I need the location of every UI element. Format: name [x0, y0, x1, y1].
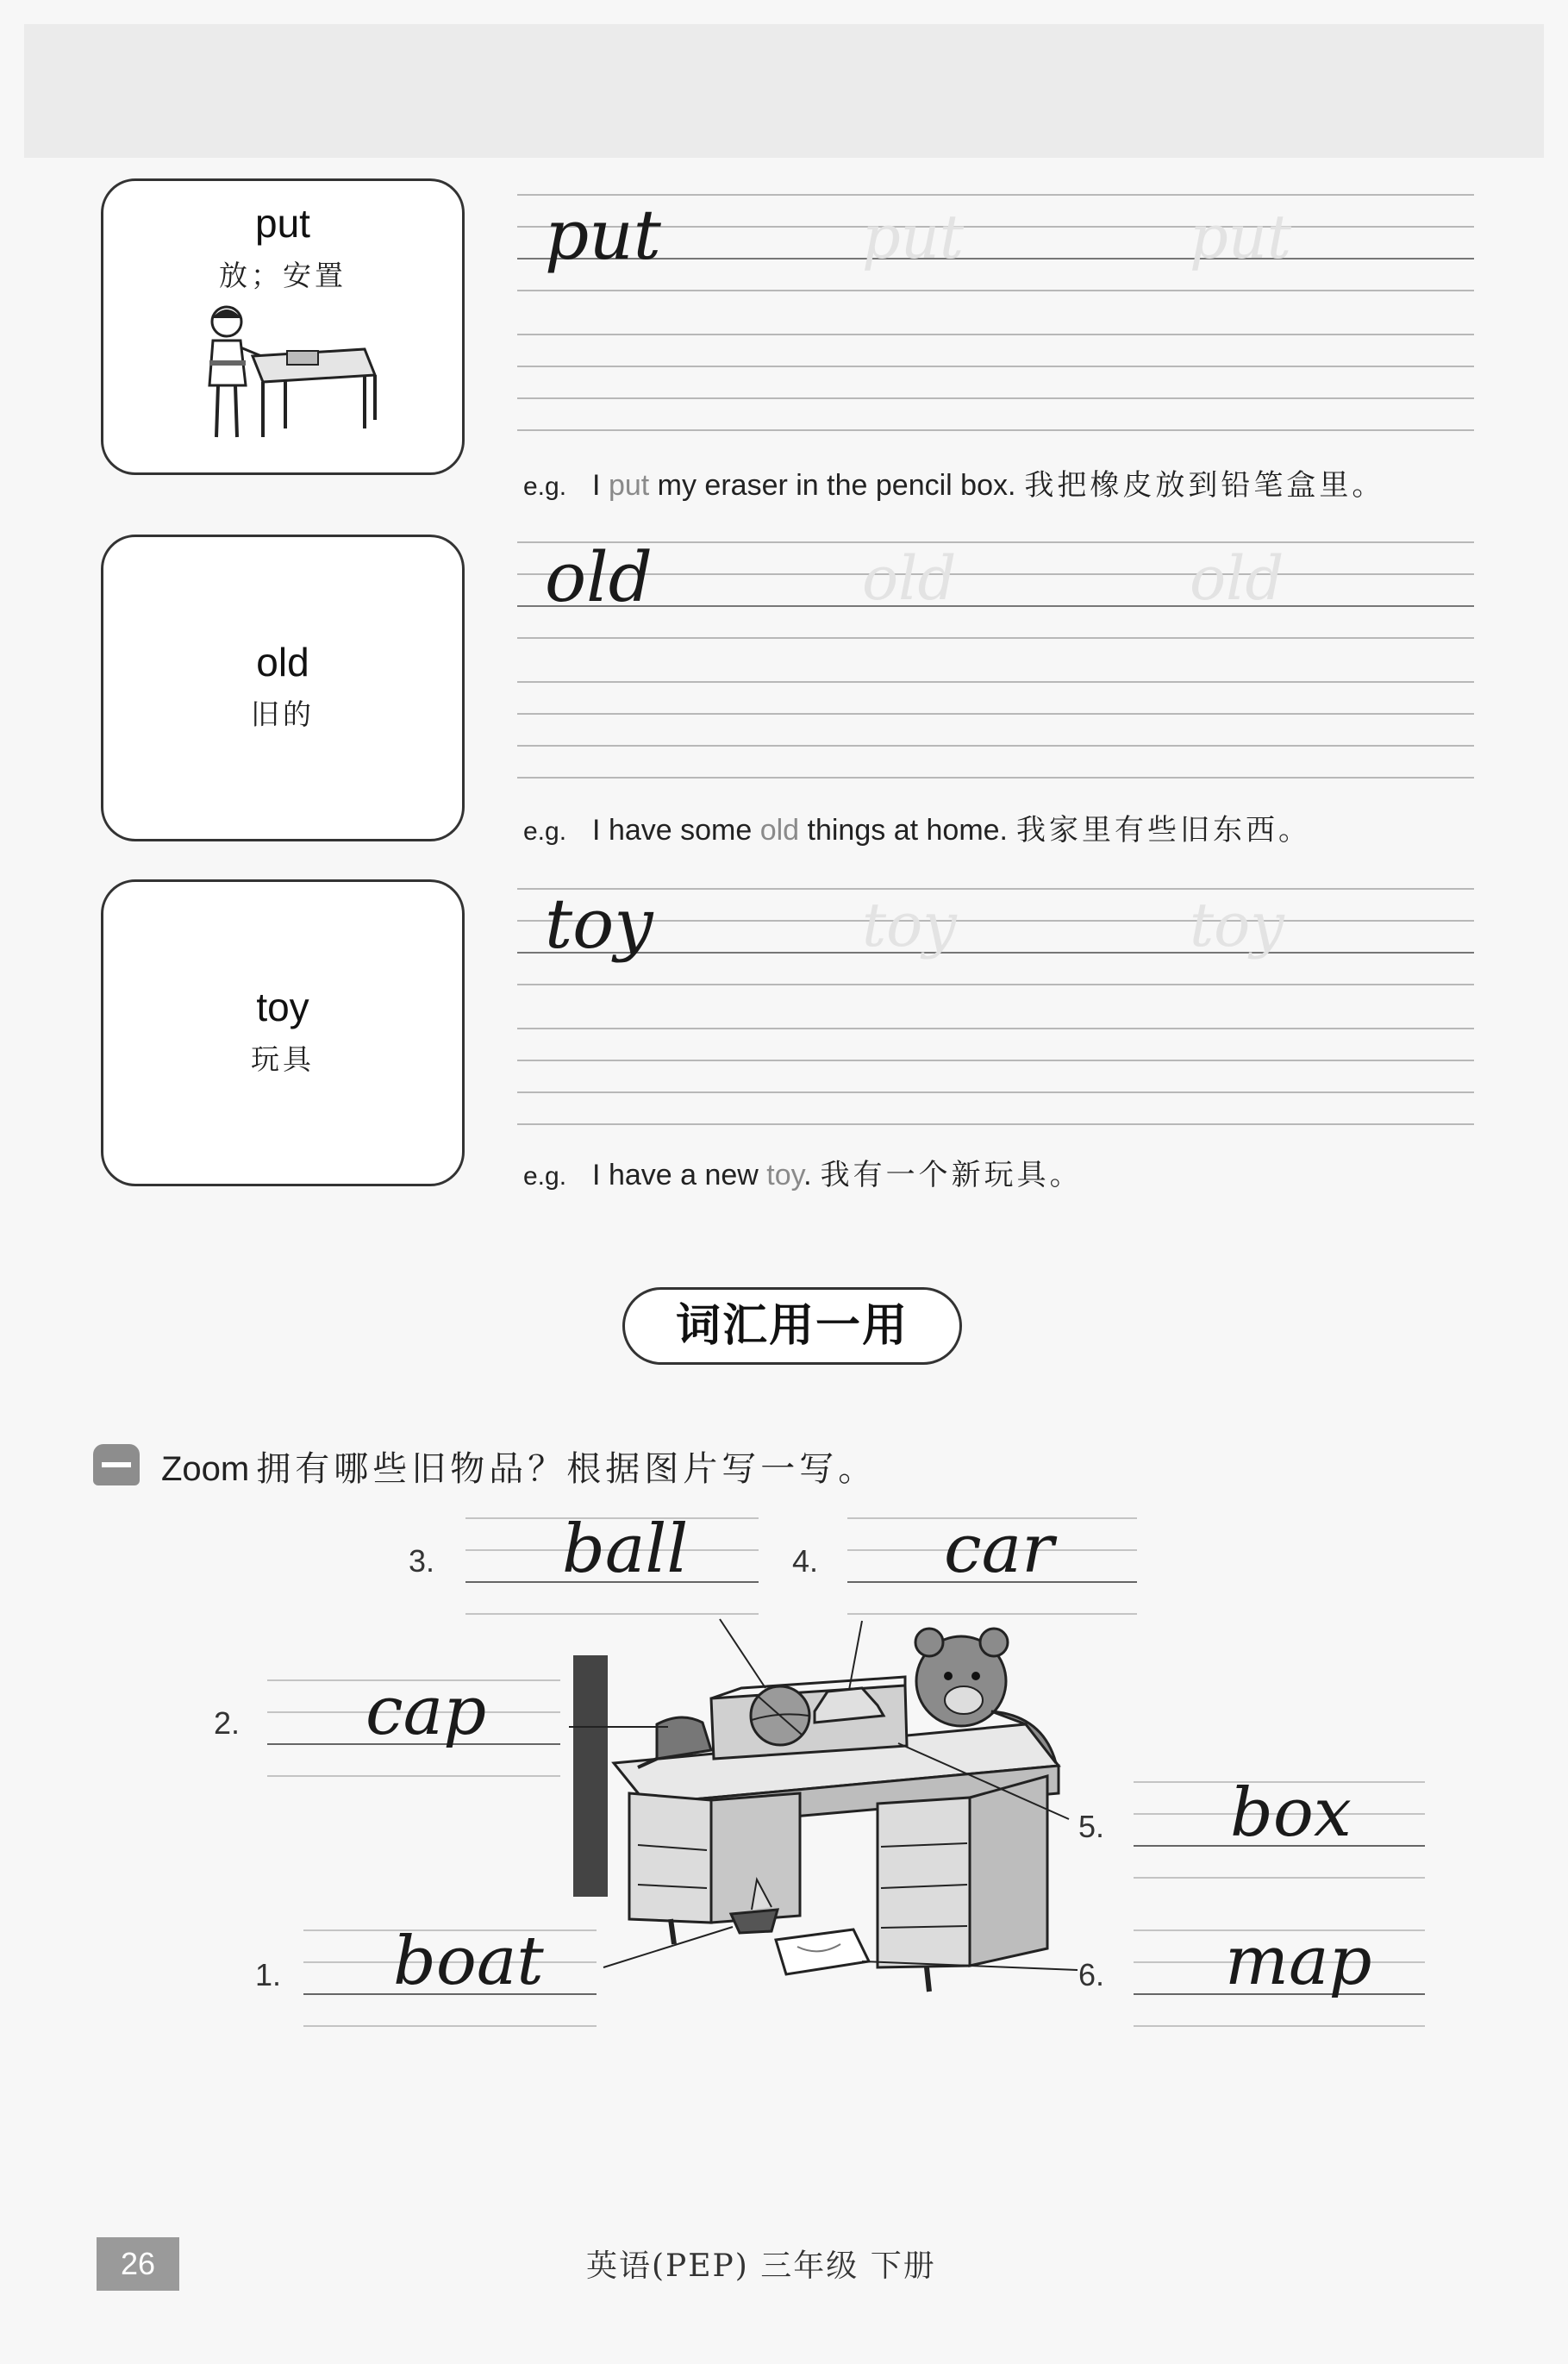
card-word: put	[255, 201, 310, 246]
page-number: 26	[97, 2237, 179, 2291]
eg-tag: e.g.	[523, 1162, 567, 1191]
answer-6	[1078, 1923, 1425, 2029]
card-word: old	[256, 640, 309, 685]
answer-5	[1078, 1774, 1425, 1880]
book-title: 英语(PEP) 三年级 下册	[586, 2248, 936, 2284]
card-word: toy	[256, 985, 309, 1029]
answer-2	[214, 1673, 560, 1779]
tracing-word: put	[862, 202, 965, 272]
handwritten-word: toy	[545, 884, 653, 964]
answer-3	[409, 1510, 759, 1617]
example-sentence: e.g. I put my eraser in the pencil box. 我把橡皮放到铅笔盒里。	[523, 468, 1385, 503]
answer-number: 1.	[255, 1957, 282, 1992]
card-meaning: 放；安置	[219, 259, 347, 292]
exercise-instruction: Zoom 拥有哪些旧物品？根据图片写一写。	[161, 1449, 878, 1489]
answer-word: cap	[365, 1673, 487, 1750]
section-title: 词汇用一用	[622, 1287, 962, 1365]
tracing-word: toy	[862, 890, 957, 960]
answer-number: 4.	[792, 1543, 819, 1579]
answer-word: boat	[393, 1923, 544, 2000]
answer-number: 6.	[1078, 1957, 1105, 1992]
answer-number: 5.	[1078, 1809, 1105, 1844]
tracing-word: old	[862, 543, 957, 614]
eg-tag: e.g.	[523, 472, 567, 501]
card-meaning: 旧的	[251, 697, 315, 731]
handwritten-word: put	[545, 195, 661, 275]
eg-tag: e.g.	[523, 817, 567, 846]
answer-word: ball	[562, 1510, 689, 1588]
answer-1	[255, 1923, 597, 2029]
answer-4	[792, 1510, 1137, 1617]
answer-word: car	[944, 1510, 1054, 1588]
answer-word: map	[1225, 1923, 1372, 2000]
answer-number: 2.	[214, 1705, 241, 1741]
tracing-word: old	[1190, 543, 1284, 614]
answer-word: box	[1230, 1774, 1352, 1852]
card-meaning: 玩具	[251, 1042, 315, 1076]
example-sentence: e.g. I have some old things at home. 我家里有些旧东西。	[523, 813, 1311, 847]
answer-number: 3.	[409, 1543, 435, 1579]
tracing-word: put	[1190, 202, 1292, 272]
handwritten-word: old	[545, 537, 653, 617]
example-sentence: e.g. I have a new toy. 我有一个新玩具。	[523, 1158, 1083, 1192]
tracing-word: toy	[1190, 890, 1284, 960]
